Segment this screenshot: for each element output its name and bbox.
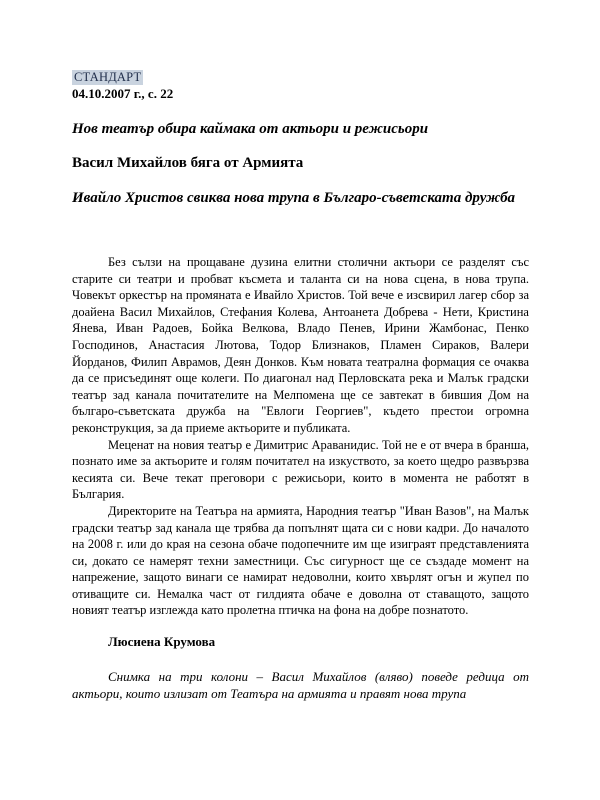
kicker-headline: Нов театър обира каймака от актьори и режисьори bbox=[72, 121, 429, 137]
body-paragraph: Меценат на новия театър е Димитрис Араванидис. Той не е от вчера в бранша, познато име за актьорите и голям почитател на изкуството, за което щедро развързва кесията си. Вече текат преговори с режисьори, които в момента не работят в България. bbox=[72, 437, 529, 502]
body-paragraph: Без сълзи на прощаване дузина елитни столични актьори се разделят със старите си театри и пробват късмета и таланта си на нова сцена, в нова трупа. Човекът оркестър на промяната е Ивайло Христов. Той вече е изсвирил лагер сбор за доайена Васил Михайлов, Стефания Колева, Антоанета Добрева - Нети, Кристина Янева, Иван Радоев, Бойка Велкова, Владо Пенев, Ирини Жамбонас, Пенко Господинов, Анастасия Лютова, Тодор Близнаков, Пламен Сираков, Валери Йорданов, Филип Аврамов, Деян Донков. Към новата театрална формация се очаква да се присъединят още колеги. По диагонал над Перловската река и Малък градски театър зад канала почитателите на Мелпомена ще се завтекат в бившия Дом на българо-съветската дружба на "Евлоги Георгиев", където престои огромна реконструкция, за да приеме актьорите и публиката. bbox=[72, 255, 529, 435]
masthead bbox=[72, 68, 529, 86]
body-paragraph: Директорите на Театъра на армията, Народния театър "Иван Вазов", на Малък градски театър зад канала ще трябва да попълнят щата си с нови кадри. До началото на 2008 г. или до края на сезона обаче подопечните им ще изиграят представленията си, докато се намерят техни заместници. Със сигурност ще се създаде момент на напрежение, защото винаги се намират недоволни, които хвърлят огън и жупел по отиващите си. Немалка част от гилдията обаче е доволна от ставащото, защото новият театър изглежда като пролетна птичка на фона на добре познатото. bbox=[72, 503, 529, 618]
dateline: 04.10.2007 г., с. 22 bbox=[72, 86, 174, 101]
main-headline: Васил Михайлов бяга от Армията bbox=[72, 155, 304, 171]
subheadline: Ивайло Христов свиква нова трупа в Българо-съветската дружба bbox=[72, 190, 516, 206]
photo-caption: Снимка на три колони – Васил Михайлов (вляво) поведе редица от актьори, които излизат от Театъра на армията и правят нова трупа bbox=[72, 669, 529, 701]
author-byline: Люсиена Крумова bbox=[108, 634, 216, 649]
article-body bbox=[72, 254, 529, 619]
standart-logo: СТАНДАРТ bbox=[74, 70, 142, 84]
article-page bbox=[72, 68, 529, 701]
